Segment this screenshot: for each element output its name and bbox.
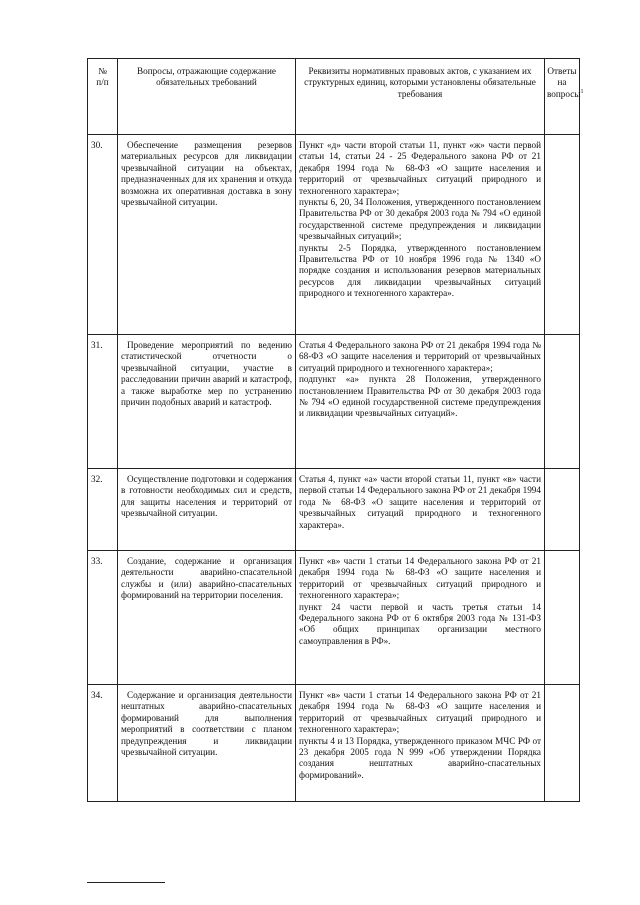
header-answers-footnote-mark: 1 xyxy=(580,88,584,95)
question-text: Осуществление подготовки и содержания в готовности необходимых сил и средств, для защиты населения и территорий от чрезвычайной ситуации. xyxy=(121,474,292,519)
header-questions-label: Вопросы, отражающие содержание обязательных требований xyxy=(137,66,276,88)
answer-cell[interactable] xyxy=(545,469,580,551)
question-cell xyxy=(118,685,296,802)
question-text: Содержание и организация деятельности нештатных аварийно-спасательных формирований для выполнения мероприятий в соответствии с планом предупреждения и ликвидации чрезвычайной ситуации. xyxy=(121,690,292,758)
table-header-row xyxy=(88,59,580,135)
legal-acts-text: Пункт «в» части 1 статьи 14 Федерального закона РФ от 21 декабря 1994 года № 68-ФЗ «О защите населения и территорий от чрезвычайных ситуаций природного и техногенного характера»; пункт 24 части первой и часть третья статьи 14 Федерального закона РФ от 6 октября 2003 года № 131-ФЗ «Об общих принципах организации местного самоуправления в РФ». xyxy=(299,556,541,646)
legal-acts-cell xyxy=(296,469,545,551)
legal-acts-text: Статья 4, пункт «а» части второй статьи 11, пункт «в» части первой статьи 14 Федерального закона РФ от 21 декабря 1994 года № 68-ФЗ «О защите населения и территорий от чрезвычайных ситуаций природного и техногенного характера». xyxy=(299,474,541,530)
answer-cell[interactable] xyxy=(545,335,580,469)
legal-acts-cell xyxy=(296,551,545,685)
question-text: Создание, содержание и организация деятельности аварийно-спасательной службы и (или) аварийно-спасательных формирований на территории поселения. xyxy=(121,556,292,601)
row-number: 33. xyxy=(88,551,118,685)
answer-cell[interactable] xyxy=(545,135,580,335)
requirements-table xyxy=(87,58,584,802)
answer-cell[interactable] xyxy=(545,551,580,685)
header-answers-label: Ответы на вопросы xyxy=(547,66,581,99)
table-row xyxy=(88,335,580,469)
question-text: Проведение мероприятий по ведению статистической отчетности о чрезвычайной ситуации, участие в расследовании причин аварий и катастроф, а также выработке мер по устранению причин подобных аварий и катастроф. xyxy=(121,340,292,408)
question-cell xyxy=(118,335,296,469)
row-number: 31. xyxy=(88,335,118,469)
header-legal-acts-label: Реквизиты нормативных правовых актов, с указанием их структурных единиц, которыми установлены обязательные требования xyxy=(304,66,536,99)
question-cell xyxy=(118,469,296,551)
question-cell xyxy=(118,135,296,335)
header-number-label: № п/п xyxy=(96,66,109,88)
legal-acts-cell xyxy=(296,685,545,802)
header-legal-acts xyxy=(296,59,545,135)
header-answers xyxy=(545,59,584,135)
question-text: Обеспечение размещения резервов материальных ресурсов для ликвидации чрезвычайной ситуации на объектах, предназначенных для их хранения и откуда возможна их оперативная доставка в зону чрезвычайной ситуации. xyxy=(121,140,292,208)
legal-acts-text: Пункт «д» части второй статьи 11, пункт «ж» части первой статьи 14, статьи 24 - 25 Федерального закона РФ от 21 декабря 1994 года № 68-ФЗ «О защите населения и территорий от чрезвычайных ситуаций природного и техногенного характера»; пункты 6, 20, 34 Положения, утвержденного постановлением Правительства РФ от 30 декабря 2003 года № 794 «О единой государственной системе предупреждения и ликвидации чрезвычайных ситуаций»; пункты 2-5 Порядка, утвержденного постановлением Правительства РФ от 10 ноября 1996 года № 1340 «О порядке создания и использования резервов материальных ресурсов для ликвидации чрезвычайных ситуаций природного и техногенного характера». xyxy=(299,140,541,299)
header-questions xyxy=(118,59,296,135)
table-row xyxy=(88,551,580,685)
answer-cell[interactable] xyxy=(545,685,580,802)
legal-acts-cell xyxy=(296,135,545,335)
question-cell xyxy=(118,551,296,685)
header-number xyxy=(88,59,118,135)
legal-acts-cell xyxy=(296,335,545,469)
table-row xyxy=(88,685,580,802)
legal-acts-text: Пункт «в» части 1 статьи 14 Федерального закона РФ от 21 декабря 1994 года № 68-ФЗ «О защите населения и территорий от чрезвычайных ситуаций природного и техногенного характера»; пункты 4 и 13 Порядка, утвержденного приказом МЧС РФ от 23 декабря 2005 года N 999 «Об утверждении Порядка создания нештатных аварийно-спасательных формирований». xyxy=(299,690,541,780)
table-row xyxy=(88,135,580,335)
row-number: 30. xyxy=(88,135,118,335)
table-row xyxy=(88,469,580,551)
row-number: 32. xyxy=(88,469,118,551)
footnote-separator xyxy=(87,882,165,883)
legal-acts-text: Статья 4 Федерального закона РФ от 21 декабря 1994 года № 68-ФЗ «О защите населения и территорий от чрезвычайных ситуаций природного и техногенного характера»; подпункт «а» пункта 28 Положения, утвержденного постановлением Правительства РФ от 30 декабря 2003 года № 794 «О единой государственной системе предупреждения и ликвидации чрезвычайных ситуаций». xyxy=(299,340,541,419)
row-number: 34. xyxy=(88,685,118,802)
